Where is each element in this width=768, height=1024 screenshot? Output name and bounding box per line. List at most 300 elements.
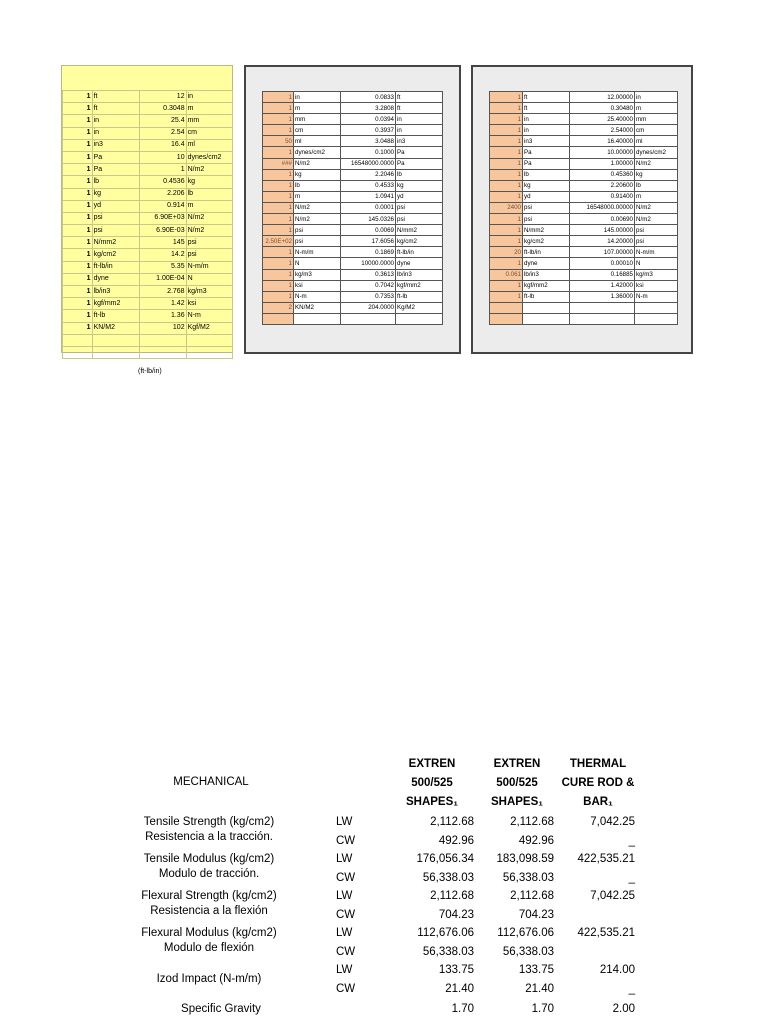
table-row <box>263 158 443 169</box>
cell-from-unit: lb <box>92 176 140 188</box>
cell-to-unit: in <box>186 91 232 103</box>
cell-value: 2.54 <box>140 127 186 139</box>
cell-from-unit: yd <box>92 200 140 212</box>
blank-cell <box>140 334 186 346</box>
cell-from-unit: psi <box>92 212 140 224</box>
cell-value: 16548000.0000 <box>341 158 396 169</box>
lw-value: 133.75 <box>518 964 554 976</box>
table-row <box>490 258 678 269</box>
blank-row <box>63 334 233 346</box>
cell-from-unit: ft <box>92 91 140 103</box>
cell-quantity: 1 <box>490 258 523 269</box>
cell-to-unit: N/m2 <box>635 158 678 169</box>
cell-from-unit: kg <box>92 188 140 200</box>
lw-value: 214.00 <box>599 964 635 976</box>
cell-value: 1 <box>140 164 186 176</box>
cell-from-unit: ft <box>523 92 570 103</box>
cell-quantity: 1 <box>490 291 523 302</box>
cell-from-unit: mm <box>294 114 341 125</box>
cell-value: 0.0833 <box>341 92 396 103</box>
cell-value: 12 <box>140 91 186 103</box>
cell-from-unit: psi <box>523 202 570 213</box>
cell-value: 10.00000 <box>570 147 635 158</box>
table-row <box>490 236 678 247</box>
cell-from-unit: in <box>523 125 570 136</box>
col3-header-line3: BAR₁ <box>583 796 613 808</box>
property-label: Tensile Modulus (kg/cm2) <box>143 853 275 865</box>
table-row <box>63 188 233 200</box>
conversion-table-2 <box>244 65 461 354</box>
cell-to-unit: N-m/m <box>635 247 678 258</box>
cw-label: CW <box>336 909 356 921</box>
cell-quantity: 1 <box>63 322 93 334</box>
table-row <box>263 225 443 236</box>
cell-to-unit: N/m2 <box>635 214 678 225</box>
cell-to-unit: psi <box>396 214 443 225</box>
cell-to-unit: mm <box>635 114 678 125</box>
cell-quantity: 1 <box>490 214 523 225</box>
table-row <box>490 114 678 125</box>
cell-to-unit: ft <box>396 92 443 103</box>
cell-from-unit: kg/cm2 <box>523 236 570 247</box>
cw-value: 56,338.03 <box>502 872 554 884</box>
cell-to-unit: in <box>635 92 678 103</box>
lw-value: 112,676.06 <box>497 927 554 939</box>
col3-header-line2: CURE ROD & <box>561 777 635 789</box>
cell-quantity: 1 <box>490 280 523 291</box>
cell-quantity: 1 <box>263 147 294 158</box>
table-row <box>490 147 678 158</box>
cell-value: 107.00000 <box>570 247 635 258</box>
table-row <box>490 280 678 291</box>
cell-to-unit: in <box>396 125 443 136</box>
cell-to-unit: psi <box>396 202 443 213</box>
lw-label: LW <box>336 890 353 902</box>
table-row <box>63 164 233 176</box>
specific-gravity-label: Specific Gravity <box>181 1003 261 1015</box>
cell-value: 25.40000 <box>570 114 635 125</box>
cell-value: 1.36000 <box>570 291 635 302</box>
cell-from-unit: kg <box>523 180 570 191</box>
blank-cell <box>140 346 186 358</box>
cell-to-unit: ml <box>186 139 232 151</box>
property-label: Izod Impact (N-m/m) <box>156 973 262 985</box>
cw-label: CW <box>336 946 356 958</box>
table-row <box>263 214 443 225</box>
cell-from-unit: psi <box>294 225 341 236</box>
cell-to-unit: N-m/m <box>186 261 232 273</box>
blank-cell <box>92 334 140 346</box>
cw-value: 56,338.03 <box>502 946 554 958</box>
table-row <box>263 202 443 213</box>
cell-to-unit: N/m2 <box>186 225 232 237</box>
specific-gravity-value: 2.00 <box>612 1003 635 1015</box>
table-row <box>490 202 678 213</box>
cell-from-unit: KN/M2 <box>294 302 341 313</box>
cell-quantity: 1 <box>490 147 523 158</box>
cell-quantity: 1 <box>63 139 93 151</box>
cell-to-unit: lb <box>635 180 678 191</box>
cell-value: 25.4 <box>140 115 186 127</box>
table-row <box>490 92 678 103</box>
cell-to-unit: Kgf/M2 <box>186 322 232 334</box>
cell-to-unit: kgf/mm2 <box>396 280 443 291</box>
cell-quantity: 1 <box>263 202 294 213</box>
cell-from-unit: kg/m3 <box>294 269 341 280</box>
cell-value: 0.7353 <box>341 291 396 302</box>
cell-quantity: 1 <box>63 200 93 212</box>
cell-value: 0.0394 <box>341 114 396 125</box>
cell-to-unit: ft-lb/in <box>396 247 443 258</box>
cell-quantity <box>490 302 523 313</box>
cell-value: 5.35 <box>140 261 186 273</box>
cell-from-unit: psi <box>92 225 140 237</box>
cell-to-unit: ksi <box>186 298 232 310</box>
table-row <box>63 212 233 224</box>
cell-from-unit: N/m2 <box>294 202 341 213</box>
table-row <box>263 291 443 302</box>
cell-to-unit: Pa <box>396 158 443 169</box>
cell-from-unit: N <box>294 258 341 269</box>
cell-value: 12.00000 <box>570 92 635 103</box>
cell-to-unit: m <box>186 200 232 212</box>
table-row <box>63 310 233 322</box>
cell-quantity: 1 <box>263 191 294 202</box>
cell-value: 14.20000 <box>570 236 635 247</box>
cell-from-unit: in <box>92 115 140 127</box>
cell-to-unit <box>396 313 443 324</box>
cell-from-unit: Pa <box>92 151 140 163</box>
property-label-es: Modulo de flexión <box>163 942 255 954</box>
cw-value: 56,338.03 <box>422 946 474 958</box>
table-row <box>63 225 233 237</box>
table-row <box>263 236 443 247</box>
table-row <box>263 269 443 280</box>
cell-value: 6.90E-03 <box>140 225 186 237</box>
conversion-table-3 <box>471 65 693 354</box>
table-row <box>490 313 678 324</box>
cell-to-unit: psi <box>186 249 232 261</box>
section-title: MECHANICAL <box>173 776 249 788</box>
cell-to-unit <box>635 313 678 324</box>
cell-quantity: 1 <box>490 169 523 180</box>
cell-to-unit: ml <box>635 136 678 147</box>
table-row <box>63 139 233 151</box>
col1-header-line1: EXTREN <box>408 758 456 770</box>
specific-gravity-value: 1.70 <box>451 1003 474 1015</box>
cell-quantity: 2.50E+02 <box>263 236 294 247</box>
cell-to-unit: psi <box>186 237 232 249</box>
cell-quantity: 2 <box>263 302 294 313</box>
cell-value: 0.3048 <box>140 103 186 115</box>
cell-from-unit: psi <box>523 214 570 225</box>
cell-from-unit: KN/M2 <box>92 322 140 334</box>
cell-to-unit: kg/cm2 <box>396 236 443 247</box>
cell-quantity: 1 <box>63 298 93 310</box>
cw-value: 492.96 <box>518 835 554 847</box>
table-row <box>63 249 233 261</box>
lw-value: 2,112.68 <box>430 816 474 828</box>
lw-value: 183,098.59 <box>496 853 554 865</box>
cell-value: 0.0001 <box>341 202 396 213</box>
table-row <box>490 291 678 302</box>
cell-quantity: 1 <box>490 92 523 103</box>
cell-quantity <box>263 313 294 324</box>
cell-value: 145.0326 <box>341 214 396 225</box>
table-row <box>63 322 233 334</box>
cell-value: 0.0069 <box>341 225 396 236</box>
cell-to-unit: mm <box>186 115 232 127</box>
cell-from-unit: ml <box>294 136 341 147</box>
table-row <box>490 247 678 258</box>
cw-value: 704.23 <box>438 909 474 921</box>
cell-to-unit: dyne <box>396 258 443 269</box>
table-row <box>263 302 443 313</box>
property-label: Tensile Strength (kg/cm2) <box>143 816 275 828</box>
cell-from-unit: in <box>294 92 341 103</box>
table-row <box>263 103 443 114</box>
table-row <box>63 127 233 139</box>
cell-to-unit: N/m2 <box>186 164 232 176</box>
cell-from-unit: N/mm2 <box>523 225 570 236</box>
cell-quantity: 1 <box>63 91 93 103</box>
cell-to-unit: cm <box>186 127 232 139</box>
cell-from-unit: ft-lb <box>523 291 570 302</box>
table-row <box>490 158 678 169</box>
property-label-es: Resistencia a la tracción. <box>145 831 273 843</box>
cell-quantity: 1 <box>490 191 523 202</box>
lw-value: 2,112.68 <box>430 890 474 902</box>
cell-from-unit: kgf/mm2 <box>92 298 140 310</box>
cell-value: 16548000.00000 <box>570 202 635 213</box>
cell-from-unit: N/mm2 <box>92 237 140 249</box>
blank-cell <box>92 346 140 358</box>
blank-cell <box>186 334 232 346</box>
cell-to-unit: kg <box>635 169 678 180</box>
cell-from-unit: N/m2 <box>294 214 341 225</box>
table-row <box>63 103 233 115</box>
cell-quantity: 1 <box>63 212 93 224</box>
lw-value: 422,535.21 <box>577 927 635 939</box>
cell-to-unit: m <box>635 103 678 114</box>
cell-quantity: 1 <box>263 247 294 258</box>
cell-quantity: 1 <box>263 280 294 291</box>
col2-header-line1: EXTREN <box>493 758 541 770</box>
table-row <box>63 176 233 188</box>
cell-value: 0.3613 <box>341 269 396 280</box>
cell-quantity: 1 <box>490 103 523 114</box>
cell-value: 1.42 <box>140 298 186 310</box>
cell-to-unit: N/mm2 <box>396 225 443 236</box>
cell-from-unit: lb <box>523 169 570 180</box>
cell-value: 1.00000 <box>570 158 635 169</box>
cell-to-unit: ft <box>396 103 443 114</box>
cw-value: _ <box>628 835 635 847</box>
cell-value: 14.2 <box>140 249 186 261</box>
cell-quantity: 1 <box>63 225 93 237</box>
cell-value: 145.00000 <box>570 225 635 236</box>
table-row <box>263 280 443 291</box>
table-row <box>263 136 443 147</box>
cell-quantity: 1 <box>263 225 294 236</box>
cell-from-unit: m <box>294 191 341 202</box>
conversion-table-1 <box>61 65 233 353</box>
cell-value: 16.4 <box>140 139 186 151</box>
lw-label: LW <box>336 964 353 976</box>
cell-value: 2.206 <box>140 188 186 200</box>
cell-quantity: 1 <box>63 249 93 261</box>
table-row <box>490 214 678 225</box>
cell-from-unit: dyne <box>523 258 570 269</box>
property-label-es: Resistencia a la flexión <box>150 905 268 917</box>
cell-value <box>570 313 635 324</box>
cell-value: 0.4533 <box>341 180 396 191</box>
cell-quantity: 20 <box>490 247 523 258</box>
lw-value: 176,056.34 <box>416 853 474 865</box>
cell-from-unit: cm <box>294 125 341 136</box>
table-row <box>263 169 443 180</box>
cell-quantity: 1 <box>63 164 93 176</box>
blank-cell <box>186 346 232 358</box>
cw-value: 21.40 <box>445 983 474 995</box>
col2-header-line3: SHAPES₁ <box>490 796 544 808</box>
cell-to-unit: ksi <box>635 280 678 291</box>
cell-from-unit: in3 <box>523 136 570 147</box>
cell-value: 0.91400 <box>570 191 635 202</box>
cell-to-unit: cm <box>635 125 678 136</box>
table-row <box>490 136 678 147</box>
blank-row <box>63 346 233 358</box>
cell-quantity: 1 <box>263 92 294 103</box>
cell-from-unit: lb/in3 <box>523 269 570 280</box>
cell-from-unit: in3 <box>92 139 140 151</box>
table-row <box>490 125 678 136</box>
table-row <box>63 91 233 103</box>
cw-value: 704.23 <box>518 909 554 921</box>
table-row <box>490 269 678 280</box>
cell-value: 2.54000 <box>570 125 635 136</box>
cw-value: 492.96 <box>438 835 474 847</box>
cell-from-unit: Pa <box>92 164 140 176</box>
cell-quantity: 1 <box>263 258 294 269</box>
table-row <box>490 225 678 236</box>
cw-value: 56,338.03 <box>422 872 474 884</box>
cell-quantity: 1 <box>263 291 294 302</box>
table-row <box>490 191 678 202</box>
cell-from-unit: lb <box>294 180 341 191</box>
cell-value: 102 <box>140 322 186 334</box>
table-row <box>263 191 443 202</box>
cell-from-unit: m <box>294 103 341 114</box>
lw-value: 112,676.06 <box>417 927 474 939</box>
cell-quantity: 1 <box>63 286 93 298</box>
cell-to-unit: kg <box>396 180 443 191</box>
cell-to-unit: N <box>635 258 678 269</box>
cell-quantity: 1 <box>490 136 523 147</box>
cell-value: 17.6056 <box>341 236 396 247</box>
cell-quantity: 1 <box>263 103 294 114</box>
cell-value: 1.36 <box>140 310 186 322</box>
cell-quantity: 1 <box>63 237 93 249</box>
cell-quantity: 1 <box>490 225 523 236</box>
table-row <box>63 151 233 163</box>
table-row <box>263 258 443 269</box>
cell-from-unit: kg <box>294 169 341 180</box>
table-row <box>263 114 443 125</box>
cell-to-unit: in <box>396 114 443 125</box>
cell-from-unit: ft-lb <box>92 310 140 322</box>
cell-to-unit: kg/m3 <box>635 269 678 280</box>
cell-value: 204.0000 <box>341 302 396 313</box>
table-row <box>490 103 678 114</box>
cell-value: 10 <box>140 151 186 163</box>
cell-value: 0.7042 <box>341 280 396 291</box>
cell-quantity: 1 <box>63 261 93 273</box>
table-row <box>263 313 443 324</box>
lw-label: LW <box>336 927 353 939</box>
cell-value: 3.0488 <box>341 136 396 147</box>
cell-value: 0.4536 <box>140 176 186 188</box>
cell-to-unit: N/m2 <box>635 202 678 213</box>
cell-from-unit: Pa <box>523 158 570 169</box>
cw-label: CW <box>336 983 356 995</box>
cell-quantity: 1 <box>63 115 93 127</box>
cell-from-unit <box>523 302 570 313</box>
cell-quantity: 1 <box>63 176 93 188</box>
cell-quantity: 0.061 <box>490 269 523 280</box>
table-row <box>263 247 443 258</box>
table-row <box>63 200 233 212</box>
cell-to-unit: Kg/M2 <box>396 302 443 313</box>
cell-value: 1.0941 <box>341 191 396 202</box>
cell-to-unit: ft-lb <box>396 291 443 302</box>
unit-note: (ft-lb/in) <box>138 368 162 375</box>
cell-from-unit: N-m <box>294 291 341 302</box>
cell-quantity: 1 <box>63 151 93 163</box>
cell-from-unit <box>294 313 341 324</box>
cell-to-unit: N <box>186 273 232 285</box>
cell-quantity: 1 <box>63 188 93 200</box>
cell-quantity: 1 <box>490 236 523 247</box>
cell-value: 0.30480 <box>570 103 635 114</box>
col1-header-line3: SHAPES₁ <box>405 796 459 808</box>
cell-quantity: 1 <box>263 180 294 191</box>
lw-label: LW <box>336 853 353 865</box>
cell-value: 1.00E-04 <box>140 273 186 285</box>
blank-cell <box>63 346 93 358</box>
cell-value: 0.16885 <box>570 269 635 280</box>
cell-from-unit: in <box>92 127 140 139</box>
cell-value: 0.00010 <box>570 258 635 269</box>
cell-quantity: 1 <box>263 269 294 280</box>
lw-label: LW <box>336 816 353 828</box>
cell-from-unit: ft-lb/in <box>92 261 140 273</box>
col1-header-line2: 500/525 <box>411 777 453 789</box>
cell-to-unit: yd <box>396 191 443 202</box>
cell-quantity: 50 <box>263 136 294 147</box>
table-row <box>263 147 443 158</box>
cell-quantity: 1 <box>263 169 294 180</box>
table-row <box>63 298 233 310</box>
table-row <box>490 302 678 313</box>
cell-from-unit: ft-lb/in <box>523 247 570 258</box>
cell-from-unit: dyne <box>92 273 140 285</box>
lw-value: 133.75 <box>438 964 474 976</box>
cell-value: 0.00690 <box>570 214 635 225</box>
cell-from-unit: kgf/mm2 <box>523 280 570 291</box>
col2-header-line2: 500/525 <box>496 777 538 789</box>
cell-to-unit: kg/m3 <box>186 286 232 298</box>
